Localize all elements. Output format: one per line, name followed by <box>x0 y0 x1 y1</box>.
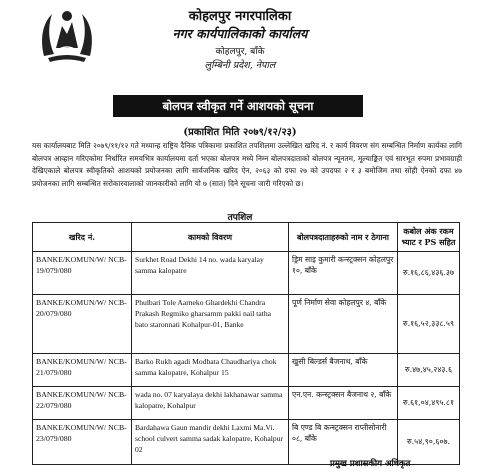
signature-title: प्रमुख प्रशासकीय अधिकृत <box>330 459 411 469</box>
procurement-no: BANKE/KOMUN/W/ NCB-21/079/080 <box>33 354 132 387</box>
work-description: Barko Rukh agadi Modbata Chaudhariya chok samma kalopatre, Kohalpur 15 <box>132 354 289 387</box>
table-row <box>33 252 460 295</box>
notice-title-banner: बोलपत्र स्वीकृत गर्ने आशयको सूचना <box>113 95 363 117</box>
procurement-no: BANKE/KOMUN/W/ NCB-23/079/080 <box>33 420 132 465</box>
work-description: Phulbari Tole Aarneko Ghardekhi Chandra Prakash Regmiko gharsamm pakki nail tatha bato staronnati Kohalpur-01, Banke <box>132 295 289 354</box>
table-row <box>33 354 460 387</box>
procurement-no: BANKE/KOMUN/W/ NCB-19/079/080 <box>33 252 132 295</box>
publication-date: (प्रकाशित मिति २०७९/१२/२३) <box>183 127 297 138</box>
province-name: लुम्बिनी प्रदेश, नेपाल <box>204 60 276 71</box>
bid-acceptance-table <box>32 222 460 465</box>
table-header-row <box>33 223 460 252</box>
annex-title: तपशिल <box>227 213 253 223</box>
bid-amount: रु.६१,०४,४९५.८१ <box>398 387 460 420</box>
col-header-work-description: कामको विवरण <box>132 223 289 252</box>
col-header-procurement-no: खरिद नं. <box>33 223 132 252</box>
office-name: नगर कार्यपालिकाको कार्यालय <box>172 26 308 41</box>
table-row <box>33 295 460 354</box>
bid-amount: रु.५४,९०,६०७. <box>398 420 460 465</box>
notice-body-text: यस कार्यालयबाट मिति २०७९/११/१२ गते मध्यान्ह राष्ट्रिय दैनिक पत्रिकामा प्रकाशित तपशिलमा उल्लेखित खरिद नं. र कार्य विवरण संग सम्बन्धित निर्माण कार्यका लागि बोलपत्र आव्हान गरिएकोमा निर्धारित समयभित्र कार्यालयमा दर्ता भएका बोलपत्र मध्ये निम्न बोलपत्रदाताको बोलपत्र न्यूनतम, मूल्याङ्कित एवं सारभूत रुपमा प्रभावग्राही देखिएकाले बोलपत्र स्वीकृतिको आशयको प्रयोजनका लागि सार्वजनिक खरिद ऐन, २०६३ को दफा २७ को उपदफा २ र ३ बमोजिम तथा सोही ऐनको दफा ४७ प्रयोजनका लागि सम्बन्धित सरोकारवालाको जानकारीको लागि यो ७ (सात) दिने सूचना जारी गरिएको छ। <box>32 141 462 188</box>
bid-amount: रु.४७,४५,२४३.६ <box>398 354 460 387</box>
bid-amount: रु.१६,५२,३३८.५९ <box>398 295 460 354</box>
bidder-name: एन.एन. कन्स्ट्रक्सन बैजनाथ २, बाँके <box>289 387 398 420</box>
col-header-bidder: बोलपत्रदाताहरुको नाम र ठेगाना <box>289 223 398 252</box>
procurement-no: BANKE/KOMUN/W/ NCB-22/079/080 <box>33 387 132 420</box>
municipality-name: कोहलपुर नगरपालिका <box>188 9 292 24</box>
work-description: wada no. 07 karyalaya dekhi lakhanawar samma kalopatre, Kohalpur <box>132 387 289 420</box>
bid-amount: रु.१६,८६,४३६.३७ <box>398 252 460 295</box>
col-header-amount: कबोल अंक रकम भ्याट र PS सहित <box>398 223 460 252</box>
table-row <box>33 387 460 420</box>
bidder-name: खुसी बिल्डर्स बैजनाथ, बाँके <box>289 354 398 387</box>
bidder-name: बि एण्ड बि कन्स्ट्रक्सन राप्तीसोनारी ०८, बाँके <box>289 420 398 465</box>
procurement-no: BANKE/KOMUN/W/ NCB-20/079/080 <box>33 295 132 354</box>
work-description: Bardahawa Gaun mandir dekhi Laxmi Ma.Vi. school culvert samma sadak kalopatre, Kohalpur 02 <box>132 420 289 465</box>
bidder-name: पूर्ण निर्माण सेवा कोहलपुर ४, बाँके <box>289 295 398 354</box>
office-address: कोहलपुर, बाँके <box>215 47 265 57</box>
work-description: Surkhet Road Dekhi 14 no. wada karyalay samma kalopatre <box>132 252 289 295</box>
bidder-name: ड्रिम साइ कुमारी कन्स्ट्रक्सन कोहलपुर १०, बाँके <box>289 252 398 295</box>
